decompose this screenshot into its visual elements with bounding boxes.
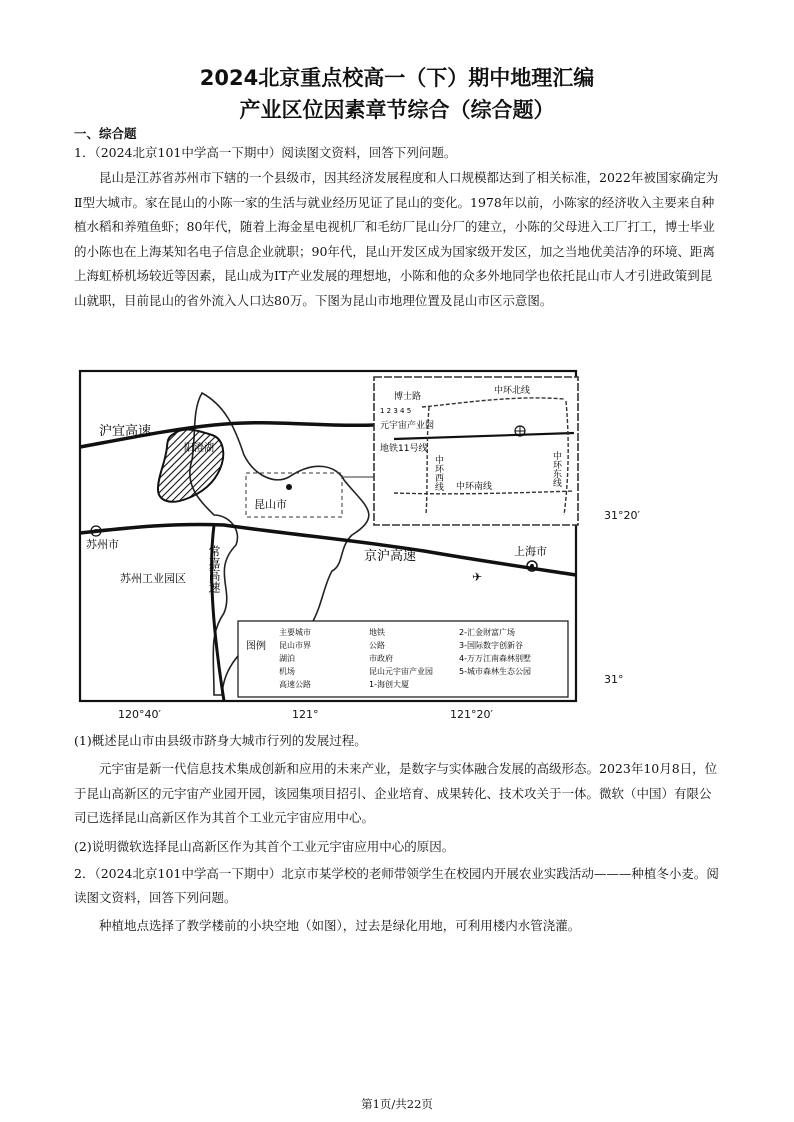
- label-zh-south: 中环南线: [456, 482, 493, 492]
- legend-col3-0: 2-汇金财富广场: [459, 628, 515, 637]
- legend-col1-1: 昆山市界: [279, 641, 311, 650]
- q1-paragraph: 昆山是江苏省苏州市下辖的一个县级市，因其经济发展程度和人口规模都达到了相关标准，2022年被国家确定为Ⅱ型大城市。家在昆山的小陈一家的生活与就业经历见证了昆山的变化。1978年以前，小陈家的经济收入主要来自种植水稻和养殖鱼虾；80年代，随着上海金星电视机厂和毛纺厂昆山分厂的建立，小陈的父母进入工厂打工，博士毕业的小陈也在上海某知名电子信息企业就职；90年代，昆山开发区成为国家级开发区，加之当地优美洁净的环境、距离上海虹桥机场较近等因素，昆山成为IT产业发展的理想地，小陈和他的众多外地同学也依托昆山市人才引进政策到昆山就职，目前昆山的省外流入人口达80万。下图为昆山市地理位置及昆山市区示意图。: [74, 170, 719, 308]
- kunshan-map: [74, 365, 600, 715]
- label-yangcheng-lake: 阳澄湖: [184, 443, 214, 454]
- legend-col2-2: 市政府: [369, 654, 393, 663]
- label-chang-jia: 常嘉高速: [207, 545, 221, 593]
- lon-121-20: 121°20′: [450, 708, 493, 721]
- q1-sub1: (1)概述昆山市由县级市跻身大城市行列的发展过程。: [74, 733, 367, 748]
- page-footer: 第1页/共22页: [361, 1097, 433, 1111]
- label-yuanyuzhou-park: 元宇宙产业园: [380, 421, 435, 431]
- svg-text:✈: ✈: [472, 570, 483, 584]
- legend-col3-2: 4-万万江南森林别墅: [459, 654, 531, 663]
- q2-paragraph: 种植地点选择了教学楼前的小块空地（如图），过去是绿化用地，可利用楼内水管浇灌。: [99, 918, 581, 933]
- legend-col2-3: 昆山元宇宙产业园: [369, 667, 433, 676]
- legend-col1-0: 主要城市: [279, 628, 311, 637]
- label-metro11: 地铁11号线: [380, 444, 428, 454]
- legend-col2-0: 地铁: [369, 628, 385, 637]
- q1-sub2: (2)说明微软选择昆山高新区作为其首个工业元宇宙应用中心的原因。: [74, 839, 455, 854]
- q1-intro: 1．（2024北京101中学高一下期中）阅读图文资料，回答下列问题。: [74, 145, 457, 160]
- label-boshi-road: 博士路: [394, 392, 422, 402]
- label-zh-east: 中环东线: [551, 451, 561, 487]
- label-shanghai: 上海市: [514, 545, 547, 558]
- label-site-numbers: 1 2 3 4 5: [380, 407, 412, 415]
- label-sip: 苏州工业园区: [120, 572, 186, 585]
- legend-col1-3: 机场: [279, 667, 295, 676]
- legend-col3-3: 5-城市森林生态公园: [459, 667, 531, 676]
- label-kunshan: 昆山市: [254, 498, 287, 511]
- label-suzhou: 苏州市: [86, 538, 119, 551]
- doc-title-line2: 产业区位因素章节综合（综合题）: [239, 98, 555, 122]
- legend-col1-2: 湖泊: [279, 654, 295, 663]
- lon-121: 121°: [292, 708, 319, 721]
- label-zh-north: 中环北线: [494, 386, 531, 396]
- label-hu-yi: 沪宜高速: [99, 424, 152, 439]
- lon-120-40: 120°40′: [118, 708, 161, 721]
- legend-col1-4: 高速公路: [279, 680, 311, 689]
- label-zh-west: 中环西线: [433, 455, 443, 491]
- lat-31-20: 31°20′: [604, 509, 640, 522]
- label-jing-hu: 京沪高速: [364, 549, 417, 564]
- legend-title: 图例: [246, 641, 266, 652]
- q1-paragraph2: 元宇宙是新一代信息技术集成创新和应用的未来产业，是数字与实体融合发展的高级形态。2023年10月8日，位于昆山高新区的元宇宙产业园开园，该园集项目招引、企业培育、成果转化、技术攻关于一体。微软（中国）有限公司已选择昆山高新区作为其首个工业元宇宙应用中心。: [74, 761, 718, 825]
- legend-col2-4: 1-海创大厦: [369, 680, 409, 689]
- legend-col2-1: 公路: [369, 641, 385, 650]
- section-heading: 一、综合题: [74, 126, 137, 141]
- legend-col3-1: 3-国际数字创新谷: [459, 641, 523, 650]
- doc-title-line1: 2024北京重点校高一（下）期中地理汇编: [199, 66, 595, 90]
- lat-31: 31°: [604, 673, 624, 686]
- q2-intro: 2．（2024北京101中学高一下期中）北京市某学校的老师带领学生在校园内开展农业实践活动———种植冬小麦。阅读图文资料，回答下列问题。: [74, 866, 719, 905]
